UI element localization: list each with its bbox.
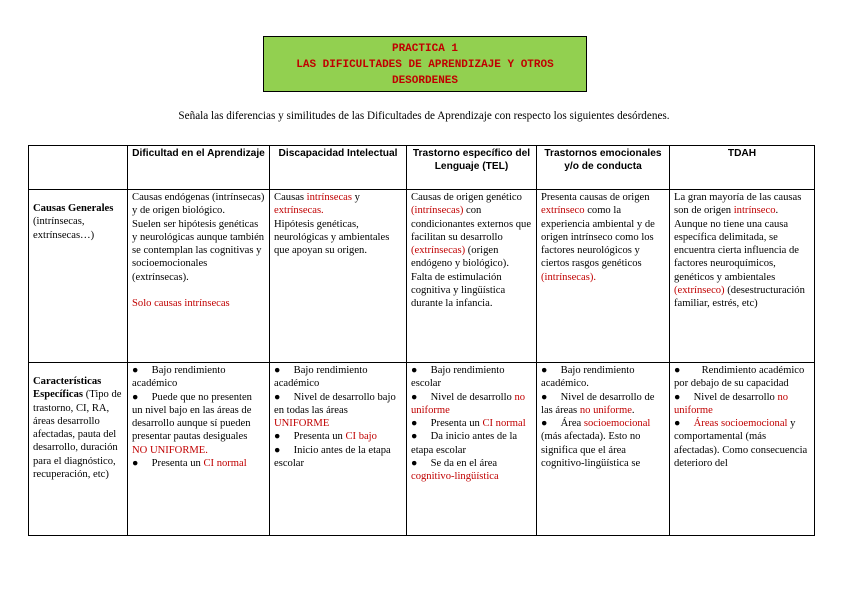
cell-caract-tdah: [670, 363, 815, 536]
cell-text: Nivel de desarrollo de las áreas: [541, 391, 655, 416]
cell-text: (más afectada). Esto no significa que el área cognitivo-lingüística se: [541, 431, 641, 470]
table-header-row: [29, 146, 815, 190]
cell-text: Da inicio antes de la etapa escolar: [411, 431, 518, 456]
list-item: [274, 430, 402, 443]
highlight-text: bajo: [358, 431, 377, 443]
cell-text: .: [631, 404, 635, 416]
list-item: [541, 417, 665, 470]
cell-text: Bajo rendimiento escolar: [411, 365, 505, 390]
bullet-icon: ●: [411, 391, 418, 403]
highlight-text: CI: [345, 431, 357, 443]
highlight-text: no uniforme: [579, 404, 632, 416]
cell-text: La gran mayoría de las causas son de origen: [674, 192, 802, 217]
highlight-text: UNIFORME: [274, 418, 330, 430]
highlight-text: cognitivo-lingüística: [411, 471, 499, 483]
bullet-icon: ●: [674, 365, 681, 376]
list-item: [274, 364, 402, 391]
header-tdah: TDAH: [670, 146, 815, 190]
bullet-icon: ●: [274, 444, 281, 456]
cell-caract-tel: [407, 363, 537, 536]
header-dificultad-aprendizaje: Dificultad en el Aprendizaje: [128, 146, 270, 190]
cell-text: Presenta un: [430, 418, 483, 430]
instructions-text: Señala las diferencias y similitudes de las Dificultades de Aprendizaje con respecto los siguientes desórdenes.: [178, 110, 670, 122]
cell-text: Nivel de desarrollo: [693, 391, 778, 403]
row-label-detail: (Tipo de trastorno, CI, RA, áreas desarrollo afectadas, pauta del desarrollo, duración para el diagnóstico, recuperación, etc): [33, 389, 122, 481]
cell-text: Nivel de desarrollo bajo en todas las áreas: [274, 391, 396, 416]
highlight-text: (extrínsecas): [411, 245, 466, 257]
list-item: [674, 417, 810, 470]
cell-text: Hipótesis genéticas, neurológicas y ambientales que apoyan su origen.: [274, 218, 390, 257]
row-label-bold: Características Específicas: [33, 376, 102, 401]
list-item: [411, 457, 532, 484]
header-empty-cell: [29, 146, 128, 190]
list-item: [411, 417, 532, 430]
list-item: [274, 444, 402, 471]
cell-text: (desestructuración familiar, estrés, etc): [674, 285, 805, 310]
cell-text: Presenta causas de origen: [541, 192, 650, 203]
bullet-icon: ●: [274, 431, 281, 443]
highlight-text: CI normal: [482, 418, 526, 430]
list-item: [132, 364, 265, 391]
cell-caract-dificultad: [128, 363, 270, 536]
header-trastornos-emocionales: Trastornos emocionales y/o de conducta: [537, 146, 670, 190]
cell-text: y comportamental (más afectadas). Como consecuencia deterioro del: [674, 418, 808, 470]
row-label-caracteristicas: [29, 363, 128, 536]
cell-text: . Aunque no tiene una causa específica delimitada, se encuentra cierta influencia de factores neuroquímicos, genéticos y ambientales: [674, 205, 799, 283]
cell-causas-emocionales: [537, 190, 670, 363]
practice-title-box: [263, 36, 587, 92]
list-item: [132, 457, 265, 470]
list-item: [411, 391, 532, 418]
list-item: [274, 391, 402, 431]
cell-causas-discapacidad: [270, 190, 407, 363]
list-item: [411, 364, 532, 391]
cell-text: Rendimiento académico por debajo de su capacidad: [674, 365, 805, 390]
cell-text: Inicio antes de la etapa escolar: [274, 444, 391, 470]
cell-text: Presenta un: [151, 458, 204, 470]
row-label-causas: [29, 190, 128, 363]
cell-text: Puede que no presenten un nivel bajo en las áreas de desarrollo aunque sí pueden presentar pautas desiguales: [132, 391, 252, 443]
bullet-icon: ●: [674, 418, 681, 430]
cell-text: con condicionantes externos que facilitan su desarrollo: [411, 205, 532, 243]
highlight-text: Áreas socioemocional: [693, 418, 788, 430]
highlight-text: NO UNIFORME.: [132, 444, 208, 456]
cell-text: Causas endógenas (intrínsecas) y de origen biológico.: [132, 192, 265, 217]
list-item: [132, 391, 265, 457]
bullet-icon: ●: [411, 431, 418, 443]
list-item: [674, 364, 810, 391]
bullet-icon: ●: [411, 418, 418, 430]
cell-text: (origen endógeno y biológico). Falta de estimulación cognitiva y lingüística durante la infancia.: [411, 245, 509, 310]
row-label-bold: Causas Generales: [33, 203, 114, 214]
title-line-2: LAS DIFICULTADES DE APRENDIZAJE Y OTROS: [296, 59, 554, 71]
bullet-icon: ●: [132, 458, 139, 470]
cell-text: como la experiencia ambiental y de origen intrínseco como los factores neurológicos y ciertos rasgos genéticos: [541, 205, 655, 270]
comparison-table: [28, 145, 815, 536]
row-label-detail: (intrínsecas, extrínsecas…): [33, 216, 95, 241]
cell-text: Causas: [274, 192, 307, 203]
bullet-icon: ●: [541, 391, 548, 403]
header-tel: Trastorno específico del Lenguaje (TEL): [407, 146, 537, 190]
highlight-text: CI: [203, 458, 215, 470]
cell-text: Presenta un: [293, 431, 346, 443]
cell-text: Área: [560, 418, 584, 430]
header-discapacidad-intelectual: Discapacidad Intelectual: [270, 146, 407, 190]
highlight-text: intrínsecas: [306, 192, 352, 203]
spacer: [132, 284, 265, 297]
list-item: [541, 364, 665, 391]
cell-text: Causas de origen genético: [411, 192, 522, 203]
highlight-text: extrínseco: [541, 205, 585, 217]
bullet-icon: ●: [541, 418, 548, 430]
cell-causas-dificultad: [128, 190, 270, 363]
highlight-text: normal: [216, 458, 247, 470]
highlight-text: (intrínsecas).: [541, 271, 597, 283]
list-item: [541, 391, 665, 418]
bullet-icon: ●: [411, 365, 418, 376]
bullet-icon: ●: [541, 365, 548, 376]
title-line-1: PRACTICA 1: [391, 43, 458, 55]
highlight-text: (extrínseco): [674, 285, 725, 297]
cell-text: Nivel de desarrollo: [430, 391, 515, 403]
highlight-text: socioemocional: [583, 418, 651, 430]
highlight-text: no uniforme: [674, 391, 789, 416]
table-row-caracteristicas: [29, 363, 815, 536]
cell-text: Bajo rendimiento académico: [132, 365, 226, 390]
cell-text: Bajo rendimiento académico: [274, 365, 368, 390]
list-item: [411, 430, 532, 457]
bullet-icon: ●: [274, 365, 281, 376]
table-row-causas: [29, 190, 815, 363]
cell-causas-tdah: [670, 190, 815, 363]
cell-text: Bajo rendimiento académico.: [541, 365, 635, 390]
highlight-text: Solo causas intrínsecas: [132, 298, 230, 310]
bullet-icon: ●: [132, 391, 139, 403]
list-item: [674, 391, 810, 418]
highlight-text: intrínseco: [733, 205, 776, 217]
highlight-text: extrínsecas.: [274, 205, 324, 217]
bullet-icon: ●: [674, 391, 681, 403]
cell-text: Suelen ser hipótesis genéticas y neurológicas aunque también se contemplan las cognitivas y socioemocionales (extrínsecas).: [132, 218, 265, 283]
highlight-text: (intrínsecas): [411, 205, 464, 217]
bullet-icon: ●: [274, 391, 281, 403]
cell-caract-emocionales: [537, 363, 670, 536]
cell-caract-discapacidad: [270, 363, 407, 536]
title-line-3: DESORDENES: [391, 75, 458, 87]
cell-text: Se da en el área: [430, 458, 498, 470]
cell-causas-tel: [407, 190, 537, 363]
highlight-text: no uniforme: [411, 391, 526, 416]
bullet-icon: ●: [411, 458, 418, 470]
cell-text: y: [351, 192, 360, 203]
bullet-icon: ●: [132, 365, 139, 376]
